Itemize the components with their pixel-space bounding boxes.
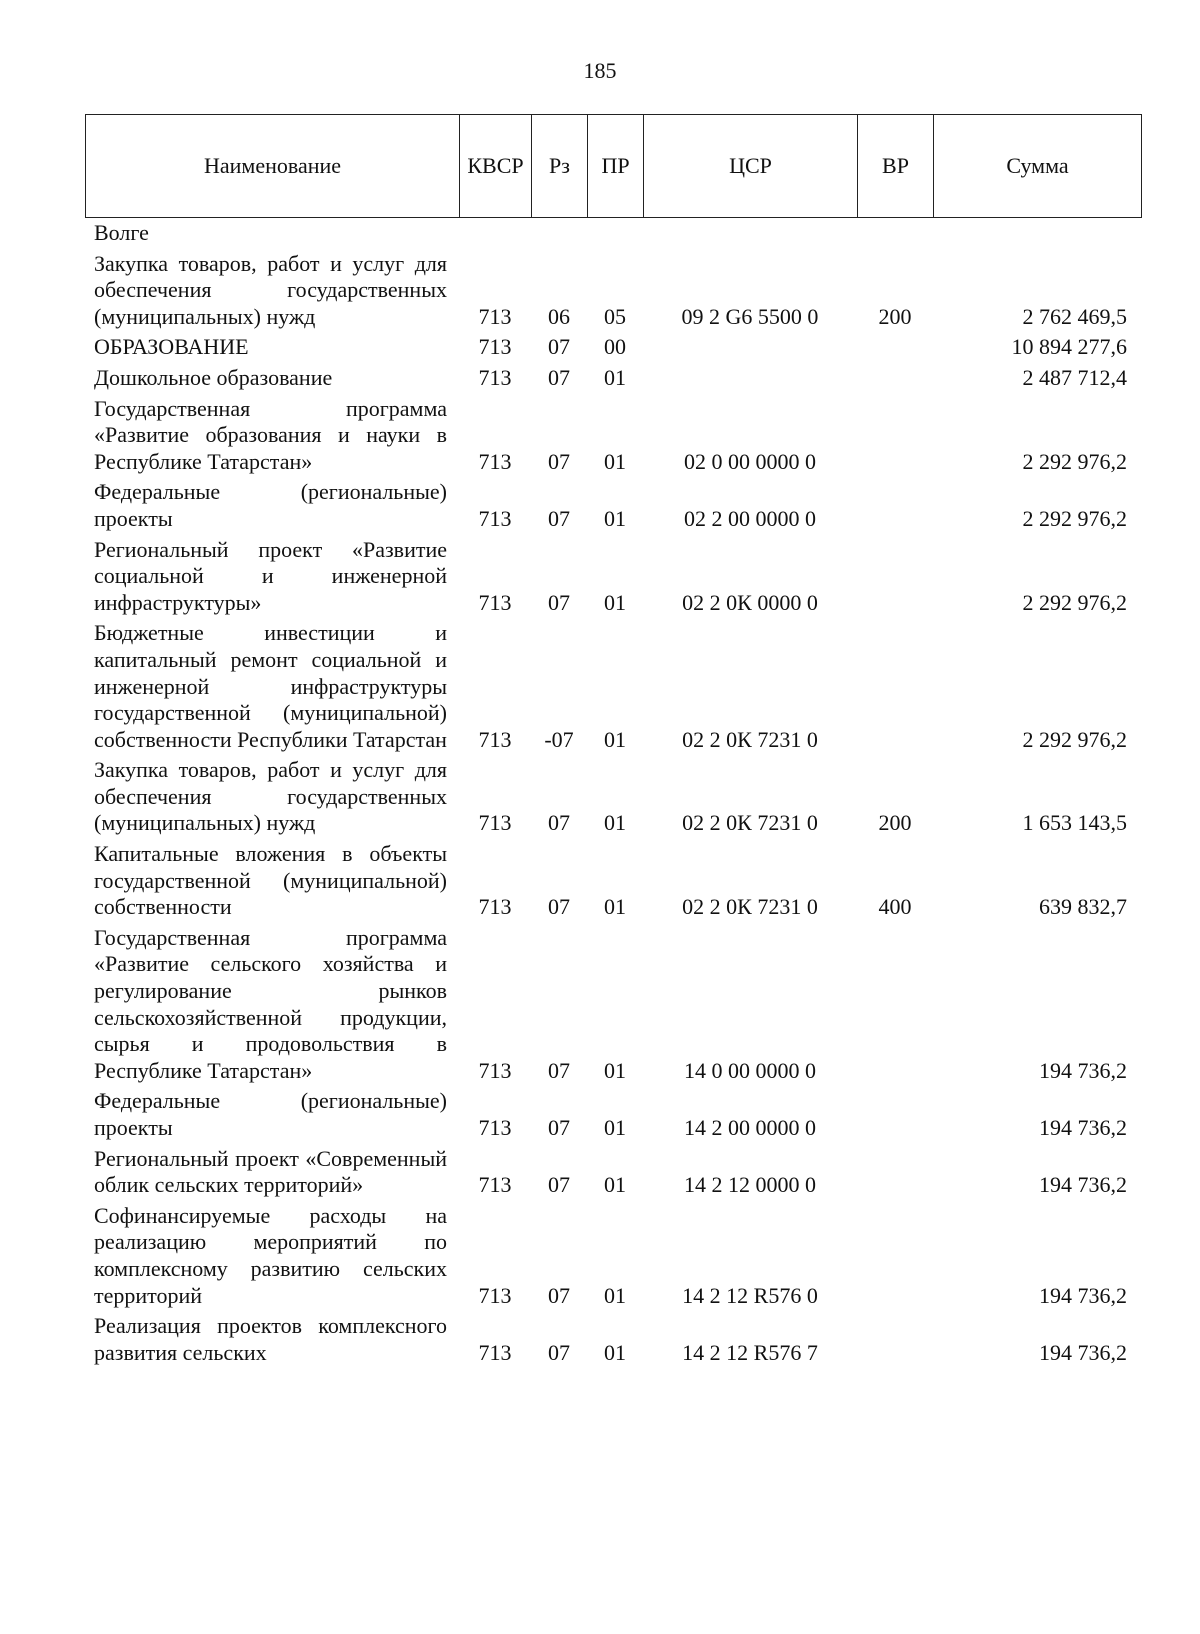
row-rz: 07: [548, 1339, 570, 1365]
row-sum: 194 736,2: [1039, 1339, 1127, 1365]
table-row: [85, 616, 1141, 753]
row-csr: 02 2 0К 7231 0: [682, 726, 818, 752]
header-rz: Рз: [532, 115, 588, 218]
row-pr: 01: [604, 1282, 626, 1308]
row-sum: 194 736,2: [1039, 1115, 1127, 1140]
row-sum: 2 292 976,2: [1022, 448, 1127, 474]
row-sum: [933, 220, 1141, 247]
row-name: Бюджетные инвестиции и капитальный ремонт социальной и инженерной инфраструктуры государственной (муниципальной) собственности Республики Татарстан: [94, 620, 447, 752]
row-kvsr: 713: [478, 1115, 512, 1140]
row-name: Государственная программа «Развитие сельского хозяйства и регулирование рынков сельскохозяйственной продукции, сырья и продовольствия в Республике Татарстан»: [94, 924, 447, 1083]
row-sum: 194 736,2: [1039, 1057, 1127, 1083]
row-sum: 10 894 277,6: [1011, 334, 1127, 360]
row-csr: [643, 330, 857, 361]
row-pr: 01: [604, 1339, 626, 1365]
row-pr: 01: [604, 589, 626, 615]
row-name: Региональный проект «Современный облик сельских территорий»: [94, 1145, 447, 1198]
table-row: [85, 753, 1141, 837]
table-row: [85, 533, 1141, 617]
row-sum: 194 736,2: [1039, 1282, 1127, 1308]
row-csr: 09 2 G6 5500 0: [681, 303, 819, 329]
row-sum: 2 292 976,2: [1022, 589, 1127, 615]
row-kvsr: 713: [478, 505, 512, 531]
row-kvsr: 713: [478, 448, 512, 474]
budget-table: [85, 220, 1141, 1366]
row-name: Софинансируемые расходы на реализацию мероприятий по комплексному развитию сельских территорий: [94, 1202, 447, 1308]
table-row: [85, 921, 1141, 1085]
row-rz: 07: [548, 810, 570, 836]
row-csr: 14 2 12 0000 0: [684, 1172, 816, 1198]
row-rz: 07: [548, 1057, 570, 1083]
header-kvsr: КВСР: [460, 115, 532, 218]
row-vr: [857, 1309, 933, 1366]
row-csr: 14 2 00 0000 0: [684, 1115, 816, 1140]
header-vr: ВР: [858, 115, 934, 218]
table-row: [85, 220, 1141, 247]
row-name: Волге: [94, 220, 149, 245]
row-kvsr: 713: [478, 1172, 512, 1198]
row-vr: [857, 1084, 933, 1141]
page-number: 185: [583, 58, 617, 83]
row-csr: [643, 361, 857, 392]
row-pr: 01: [604, 726, 626, 752]
row-rz: 07: [548, 589, 570, 615]
row-pr: [587, 220, 643, 247]
row-kvsr: 713: [478, 1057, 512, 1083]
row-rz: -07: [544, 726, 574, 752]
table-header: [85, 114, 1142, 218]
table-row: [85, 1199, 1141, 1309]
row-vr: [857, 475, 933, 532]
row-pr: 01: [604, 448, 626, 474]
row-vr: [857, 392, 933, 476]
row-rz: 07: [548, 1172, 570, 1198]
row-vr: [857, 533, 933, 617]
row-pr: 01: [604, 505, 626, 531]
row-name: ОБРАЗОВАНИЕ: [94, 334, 249, 360]
row-name: Капитальные вложения в объекты государственной (муниципальной) собственности: [94, 841, 447, 920]
row-pr: 01: [604, 894, 626, 920]
row-csr: 02 0 00 0000 0: [684, 448, 816, 474]
row-sum: 2 487 712,4: [1022, 364, 1127, 390]
row-name: Федеральные (региональные) проекты: [94, 479, 447, 531]
header-sum: Сумма: [934, 115, 1142, 218]
row-kvsr: 713: [478, 334, 512, 360]
row-rz: 07: [548, 505, 570, 531]
row-vr: [857, 361, 933, 392]
row-name: Дошкольное образование: [94, 364, 333, 390]
header-name: Наименование: [86, 115, 460, 218]
row-pr: 00: [604, 334, 626, 360]
row-vr: [857, 220, 933, 247]
row-kvsr: 713: [478, 1339, 512, 1365]
row-csr: [643, 220, 857, 247]
row-kvsr: 713: [478, 810, 512, 836]
row-rz: 06: [548, 303, 570, 329]
table-row: [85, 247, 1141, 331]
row-name: Федеральные (региональные) проекты: [94, 1088, 447, 1140]
row-name: Реализация проектов комплексного развития сельских: [94, 1313, 447, 1365]
header-pr: ПР: [588, 115, 644, 218]
row-vr: [857, 921, 933, 1085]
row-rz: 07: [548, 334, 570, 360]
row-name: Региональный проект «Развитие социальной и инженерной инфраструктуры»: [94, 536, 447, 615]
table-row: [85, 361, 1141, 392]
row-pr: 05: [604, 303, 626, 329]
row-pr: 01: [604, 1172, 626, 1198]
header-csr: ЦСР: [644, 115, 858, 218]
row-rz: 07: [548, 894, 570, 920]
row-kvsr: 713: [478, 1282, 512, 1308]
table-row: [85, 1142, 1141, 1199]
row-pr: 01: [604, 810, 626, 836]
row-sum: 639 832,7: [1039, 894, 1127, 920]
row-csr: 02 2 0К 7231 0: [682, 810, 818, 836]
row-pr: 01: [604, 364, 626, 390]
row-sum: 1 653 143,5: [1022, 810, 1127, 836]
row-vr: [857, 1199, 933, 1309]
row-kvsr: 713: [478, 726, 512, 752]
row-pr: 01: [604, 1115, 626, 1140]
row-kvsr: 713: [478, 364, 512, 390]
row-csr: 14 2 12 R576 0: [682, 1282, 818, 1308]
row-rz: 07: [548, 364, 570, 390]
table-body: [85, 220, 1141, 1366]
row-sum: 194 736,2: [1039, 1172, 1127, 1198]
row-csr: 02 2 0К 7231 0: [682, 894, 818, 920]
table-row: [85, 475, 1141, 532]
row-vr: 400: [878, 894, 912, 920]
row-sum: 2 292 976,2: [1022, 505, 1127, 531]
row-rz: [531, 220, 587, 247]
row-kvsr: 713: [478, 589, 512, 615]
table-row: [85, 1309, 1141, 1366]
row-name: Закупка товаров, работ и услуг для обеспечения государственных (муниципальных) нужд: [94, 757, 447, 836]
row-csr: 14 2 12 R576 7: [682, 1339, 818, 1365]
row-vr: [857, 1142, 933, 1199]
row-kvsr: 713: [478, 894, 512, 920]
row-rz: 07: [548, 448, 570, 474]
row-vr: [857, 616, 933, 753]
row-csr: 14 0 00 0000 0: [684, 1057, 816, 1083]
row-csr: 02 2 0К 0000 0: [682, 589, 818, 615]
table-row: [85, 837, 1141, 921]
row-csr: 02 2 00 0000 0: [684, 505, 816, 531]
row-pr: 01: [604, 1057, 626, 1083]
row-rz: 07: [548, 1115, 570, 1140]
row-sum: 2 762 469,5: [1022, 303, 1127, 329]
row-rz: 07: [548, 1282, 570, 1308]
row-kvsr: 713: [478, 303, 512, 329]
row-name: Государственная программа «Развитие образования и науки в Республике Татарстан»: [94, 395, 447, 474]
row-sum: 2 292 976,2: [1022, 726, 1127, 752]
row-vr: [857, 330, 933, 361]
table-row: [85, 1084, 1141, 1141]
row-vr: 200: [878, 303, 912, 329]
row-kvsr: [459, 220, 531, 247]
table-row: [85, 330, 1141, 361]
table-row: [85, 392, 1141, 476]
row-vr: 200: [878, 810, 912, 836]
row-name: Закупка товаров, работ и услуг для обеспечения государственных (муниципальных) нужд: [94, 250, 447, 329]
